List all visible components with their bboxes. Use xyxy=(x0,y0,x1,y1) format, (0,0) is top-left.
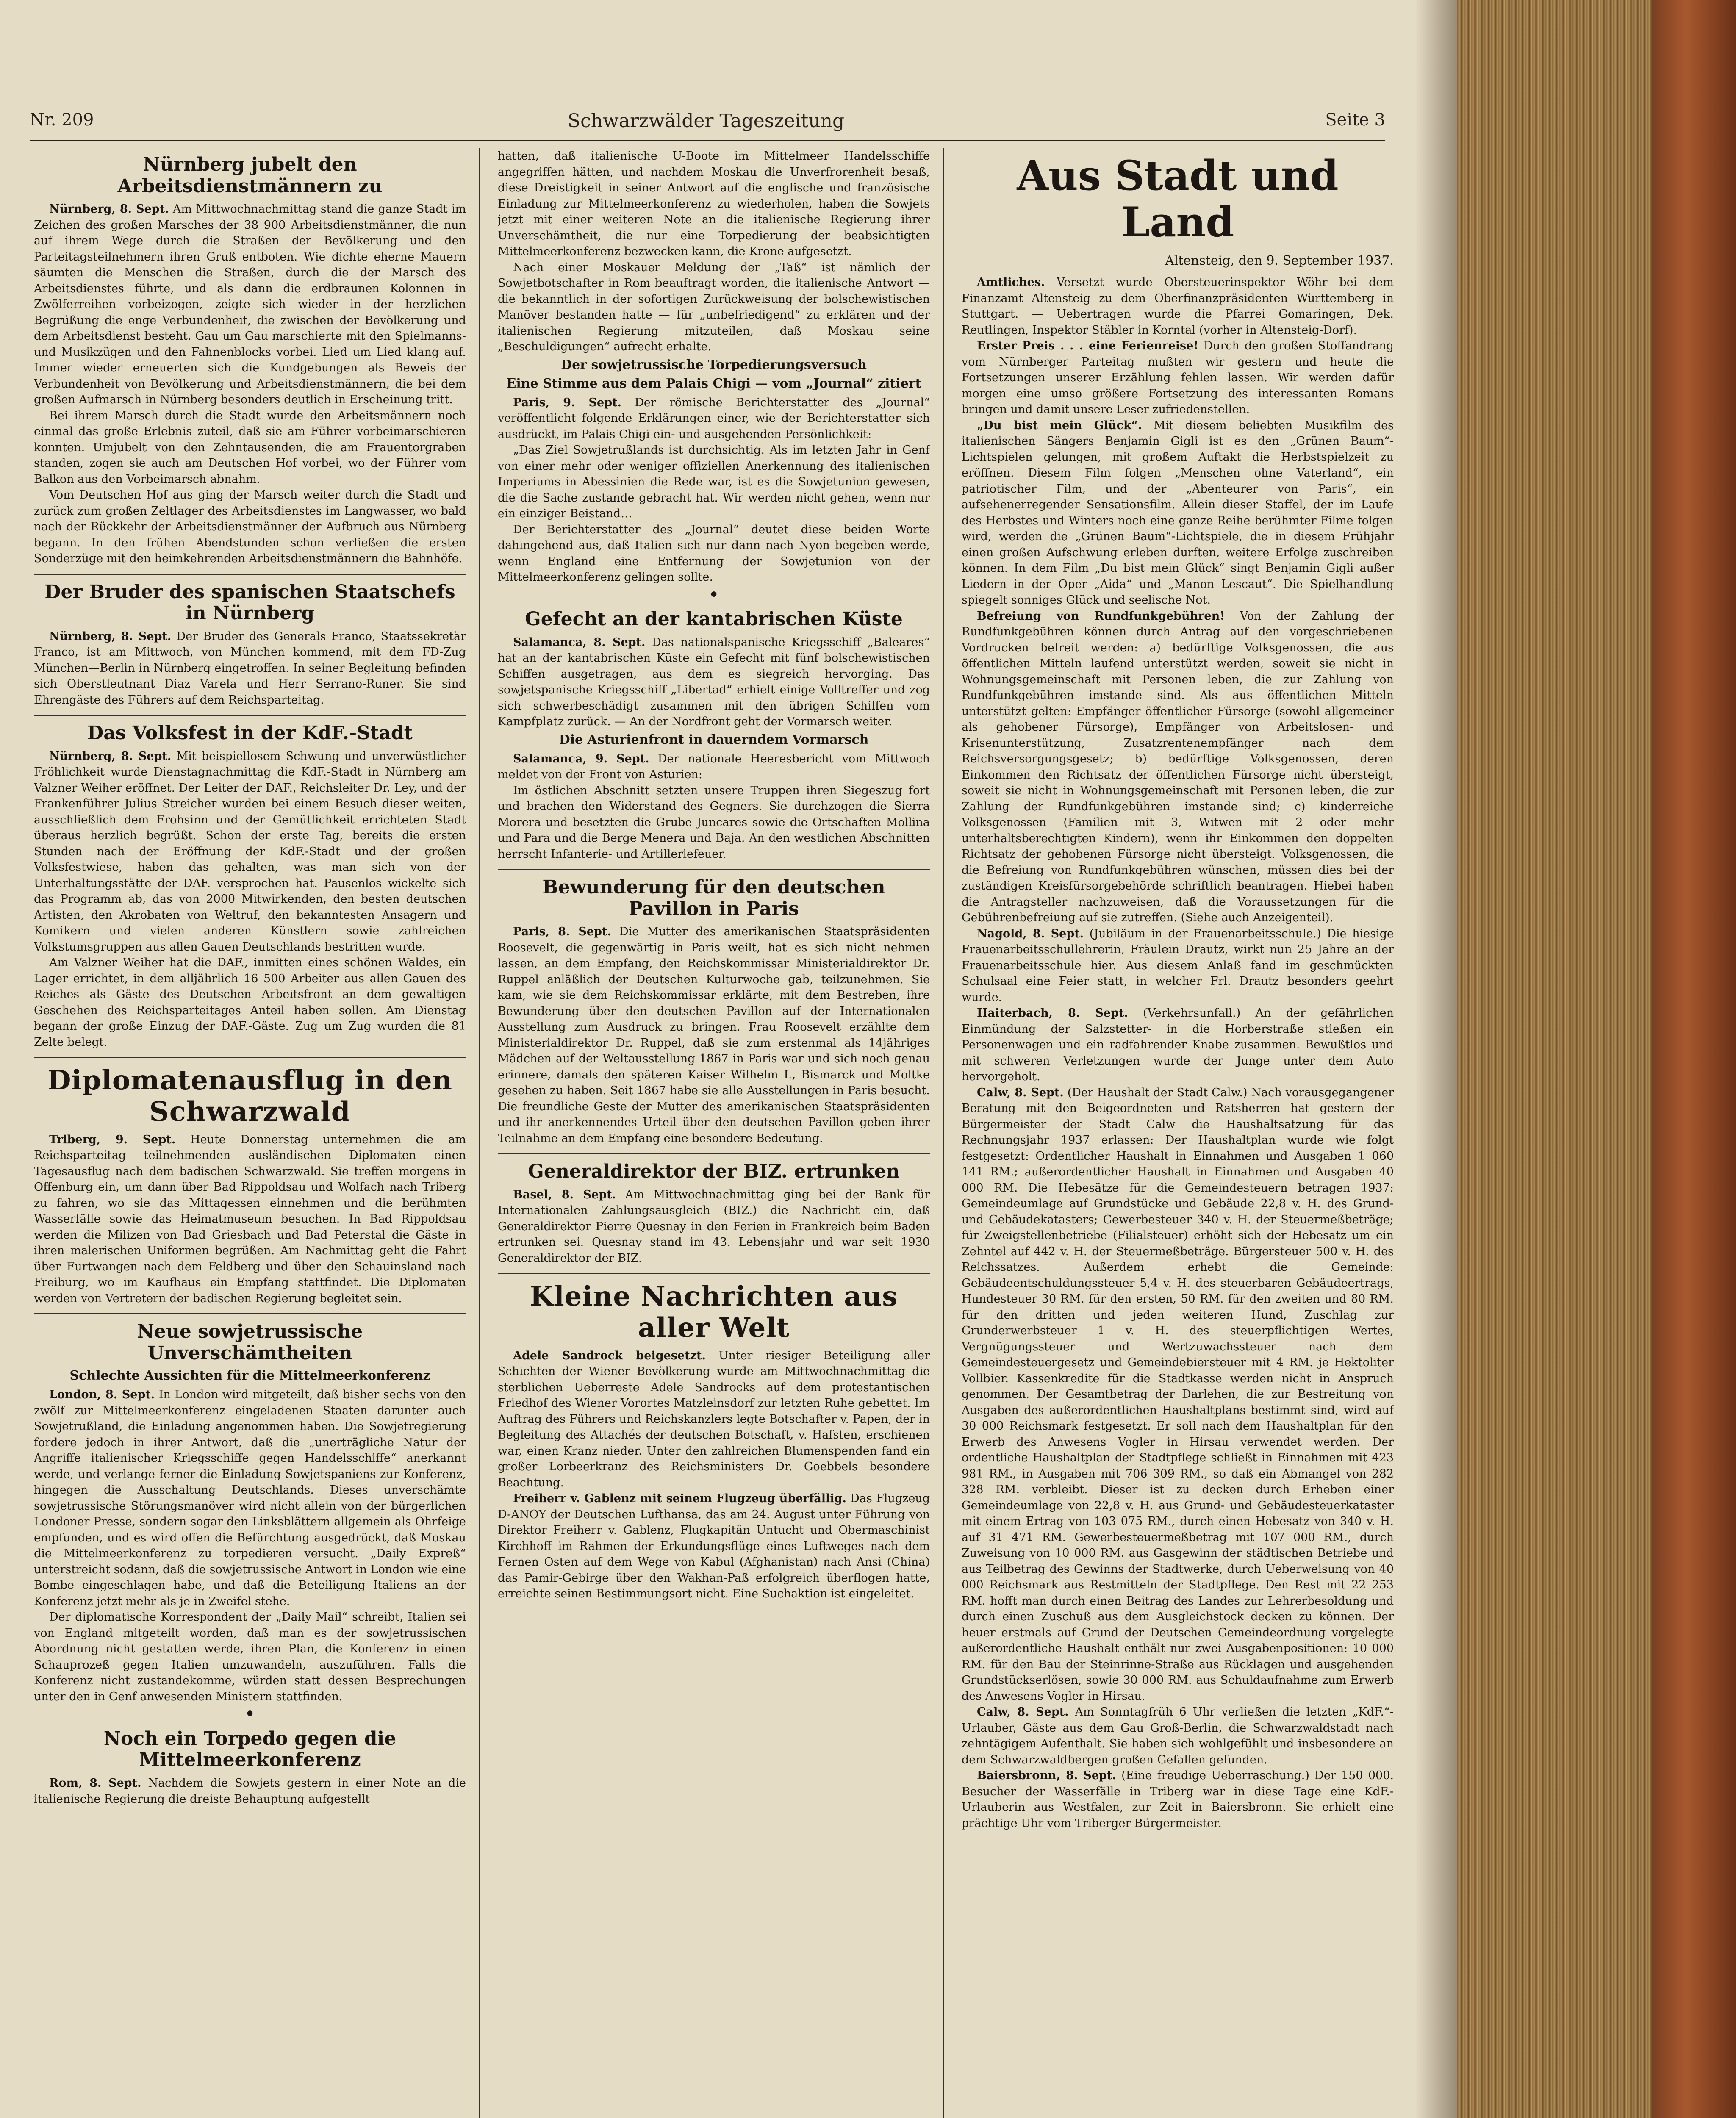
newspaper-title: Schwarzwälder Tageszeitung xyxy=(568,110,845,132)
article-headline: Noch ein Torpedo gegen die Mittelmeerkonferenz xyxy=(103,1727,397,1771)
dateline: Salamanca, 9. Sept. xyxy=(513,752,649,765)
item-lead: Calw, 8. Sept. xyxy=(977,1086,1064,1099)
article-headline: Neue sowjetrussische Unverschämtheiten xyxy=(137,1321,363,1364)
article-headline: Diplomatenausflug in den Schwarzwald xyxy=(47,1065,453,1128)
article-text: Nach einer Moskauer Meldung der „Taß“ ist nämlich der Sowjetbotschafter in Rom beauftragt worden, die italienische Antwort — die bekanntlich in der sofortigen Zurückweisung der bolschewistischen Manöver bestanden hatte — für „unbefriedigend“ zu erklären und der italienischen Regierung mitzuteilen, daß Moskau seine „Beschuldigungen“ aufrecht erhalte. xyxy=(498,261,930,353)
divider xyxy=(34,1313,466,1314)
article-headline: Generaldirektor der BIZ. ertrunken xyxy=(528,1161,900,1183)
article-text: Der nationale Heeresbericht vom Mittwoch meldet von der Front von Asturien: xyxy=(498,752,930,782)
dateline: Rom, 8. Sept. xyxy=(49,1777,141,1790)
separator-dot: • xyxy=(245,1705,255,1723)
page-header xyxy=(30,102,1385,140)
article-headline: Gefecht an der kantabrischen Küste xyxy=(525,608,903,630)
item-lead: Amtliches. xyxy=(977,276,1045,289)
article-headline: Das Volksfest in der KdF.-Stadt xyxy=(87,722,413,744)
dateline: Freiherr v. Gablenz mit seinem Flugzeug überfällig. xyxy=(513,1492,846,1505)
article-subheadline: Schlechte Aussichten für die Mittelmeerkonferenz xyxy=(69,1368,430,1383)
article-text: Das Flugzeug D-ANOY der Deutschen Lufthansa, das am 24. August unter Führung von Direktor Freiherr v. Gablenz, Flugkapitän Untucht und Obermaschinist Kirchhoff im Rahmen der Erkundungsflüge eines Luftweges nach dem Fernen Osten auf dem Wege von Kabul (Afghanistan) nach Ansi (China) das Pamir-Gebirge über den Wakhan-Paß erfolgreich überflogen hatte, erreichte seinen Bestimmungsort nicht. Eine Suchaktion ist eingeleitet. xyxy=(498,1492,930,1601)
section-dateline: Altensteig, den 9. September 1937. xyxy=(1165,253,1394,268)
dateline: Basel, 8. Sept. xyxy=(513,1188,616,1201)
dateline: Paris, 8. Sept. xyxy=(513,925,611,939)
item-lead: Erster Preis . . . eine Ferienreise! xyxy=(977,339,1199,353)
dateline: Nürnberg, 8. Sept. xyxy=(49,202,169,216)
article-text: Versetzt wurde Obersteuerinspektor Wöhr bei dem Finanzamt Altensteig zu dem Oberfinanzpräsidenten Württemberg in Stuttgart. — Uebertragen wurde die Pfarrei Gomaringen, Dek. Reutlingen, Inspektor Stäbler in Korntal (vorher in Altensteig-Dorf). xyxy=(962,276,1394,337)
article-headline: Der Bruder des spanischen Staatschefs in Nürnberg xyxy=(44,581,455,624)
article-text: Das nationalspanische Kriegsschiff „Baleares“ hat an der kantabrischen Küste ein Gefecht mit fünf bolschewistischen Schiffen ausgetragen, aus dem es siegreich hervorging. Das sowjetspanische Kriegsschiff „Libertad“ erhielt einige Volltreffer und zog sich schwerbeschädigt zusammen mit den übrigen Schiffen vom Kampfplatz zurück. — An der Nordfront geht der Vormarsch weiter. xyxy=(498,635,930,729)
article-text: Im östlichen Abschnitt setzten unsere Truppen ihren Siegeszug fort und brachen den Widerstand des Gegners. Sie durchzogen die Sierra Morera und besetzten die Grube Juncares sowie die Ortschaften Mollina und Para und die Berge Menera und Baja. An den westlichen Abschnitten herrscht Infanterie- und Artilleriefeuer. xyxy=(498,784,930,861)
dateline: Triberg, 9. Sept. xyxy=(49,1133,176,1146)
separator-dot: • xyxy=(709,585,719,604)
section-headline: Aus Stadt und Land xyxy=(1017,152,1339,247)
dateline: Paris, 9. Sept. xyxy=(513,396,621,409)
article-text: Von der Zahlung der Rundfunkgebühren können durch Antrag auf den vorgeschriebenen Vordrucken befreit werden: a) bedürftige Volksgenossen, die aus öffentlichen Mitteln laufend unterstützt werden, soweit sie nicht in Wohnungsgemeinschaft mit Personen leben, die zur Zahlung von Rundfunkgebühren imstande sind. Als aus öffentlichen Mitteln unterstützt gelten: Empfänger öffentlicher Fürsorge (sowohl allgemeiner als gehobener Fürsorge), Empfänger von Arbeitslosen- und Krisenunterstützung, Zusatzrentenempfänger nach dem Reichsversorgungsgesetz; b) bedürftige Volksgenossen, deren Einkommen den Richtsatz der öffentlichen Fürsorge nicht übersteigt, soweit sie nicht in Wohnungsgemeinschaft mit Personen leben, die zur Zahlung der Rundfunkgebühren imstande sind; c) kinderreiche Volksgenossen (Familien mit 3, Witwen mit 2 oder mehr unterhaltsberechtigten Kindern), wenn ihr Einkommen den doppelten Richtsatz der gehobenen Fürsorge nicht übersteigt. Volksgenossen, die die Befreiung von Rundfunkgebühren wünschen, müssen dies bei der zuständigen Kreisfürsorgebehörde schriftlich beantragen. Hiebei haben die Antragsteller nachzuweisen, daß die Voraussetzungen für die Gebührenbefreiung auf sie zutreffen. (Siehe auch Anzeigenteil). xyxy=(962,609,1394,925)
dateline: Salamanca, 8. Sept. xyxy=(513,635,646,649)
article-text: (Der Haushalt der Stadt Calw.) Nach vorausgegangener Beratung mit den Beigeordneten und Ratsherren hat gestern der Bürgermeister der Stadt Calw die Haushaltsatzung für das Rechnungsjahr 1937 erlassen: Der Haushaltplan wurde wie folgt festgesetzt: Ordentlicher Haushalt in Einnahmen und Ausgaben 1 060 141 RM.; außerordentlicher Haushalt in Einnahmen und Ausgaben 40 000 RM. Die Hebesätze für die Gemeindesteuern betragen 1937: Gemeindeumlage auf Grundstücke und Gebäude 22,8 v. H. des Grund- und Gebäudekatasters; Gewerbesteuer 340 v. H. der Steuermeßbeträge; für Zweigstellenbetriebe (Filialsteuer) erhöht sich der Hebesatz um ein Zehntel auf 442 v. H. der Steuermeßbeträge. Bürgersteuer 500 v. H. des Reichssatzes. Außerdem erhebt die Gemeinde: Gebäudeentschuldungssteuer 5,4 v. H. des steuerbaren Gebäudeertrags, Hundesteuer 30 RM. für den ersten, 50 RM. für den zweiten und 80 RM. für den dritten und jeden weiteren Hund, Zuschlag zur Grunderwerbsteuer 1 v. H. des steuerpflichtigen Wertes, Vergnügungssteuer und Wertzuwachssteuer nach dem Gemeindesteuergesetz und Gemeindebiersteuer mit 4 RM. je Hektoliter Vollbier. Kassenkredite für die Stadtkasse werden nicht in Anspruch genommen. Der Gesamtbetrag der Darlehen, die zur Bestreitung von Ausgaben des außerordentlichen Haushaltplans bestimmt sind, wird auf 30 000 Reichsmark festgesetzt. Er soll nach dem Haushaltplan für den Erwerb des Anwesens Vogler in Hirsau verwendet werden. Der ordentliche Haushaltplan der Stadtpflege schließt in Einnahmen mit 423 981 RM., in Ausgaben mit 706 309 RM., so daß ein Abmangel von 282 328 RM. verbleibt. Dieser ist zu decken durch Erheben einer Gemeindeumlage von 22,8 v. H. aus Grund- und Gebäudesteuerkataster mit einem Ertrag von 103 075 RM., durch einen Hebesatz von 340 v. H. auf 31 471 RM. Gewerbesteuermeßbetrag mit 107 000 RM., durch Zuweisung von 10 000 RM. aus Gasgewinn der städtischen Betriebe und aus Teilbetrag des Gewinns der Stadtwerke, durch Ueberweisung von 40 000 Reichsmark aus Restmitteln der Stadtpflege. Den Rest mit 22 253 RM. hofft man durch einen Beitrag des Landes zur Lehrerbesoldung und durch einen Zuschuß aus dem Ausgleichstock decken zu können. Der heuer erstmals auf Grund der Deutschen Gemeindeordnung vorgelegte außerordentliche Haushalt enthält nur zwei Ausgabenpositionen: 10 000 RM. für den Bau der Steinrinne-Straße aus Rücklagen und ausgehenden Grundstückserlösen, sowie 30 000 RM. aus Schuldaufnahme zum Erwerb des Anwesens Vogler in Hirsau. xyxy=(962,1086,1394,1703)
article-diplomatenausflug xyxy=(34,1065,466,1306)
article-text: Der Berichterstatter des „Journal“ deutet diese beiden Worte dahingehend aus, daß Italien sich nur dann nach Nyon begeben werde, wenn England eine Entfernung der Sowjetunion von der Mittelmeerkonferenz gelingen sollte. xyxy=(498,523,930,584)
article-torpedo xyxy=(34,1728,466,1807)
header-rule xyxy=(30,140,1385,141)
article-bruder-franco xyxy=(34,582,466,708)
dateline: Nürnberg, 8. Sept. xyxy=(49,749,172,763)
article-text: Die Mutter des amerikanischen Staatspräsidenten Roosevelt, die gegenwärtig in Paris weilt, hat es sich nicht nehmen lassen, an dem Empfang, den Reichskommissar Ministerialdirektor Dr. Ruppel anläßlich der Deutschen Kulturwoche gab, teilzunehmen. Sie kam, wie sie dem Reichskommissar erklärte, mit dem Bestreben, ihre Bewunderung über den deutschen Pavillon auf der Internationalen Ausstellung zum Ausdruck zu bringen. Frau Roosevelt erzählte dem Ministerialdirektor Dr. Ruppel, daß sie zum erstenmal als 14jähriges Mädchen auf der Weltausstellung 1867 in Paris war und sich noch genau erinnere, damals den späteren Kaiser Wilhelm I., Bismarck und Moltke gesehen zu haben. Seit 1867 habe sie alle Ausstellungen in Paris besucht. Die freundliche Geste der Mutter des amerikanischen Staatspräsidenten und ihr anerkennendes Urteil über den deutschen Pavillon geben ihrer Teilnahme an dem Empfang eine besondere Bedeutung. xyxy=(498,925,930,1145)
item-lead: Befreiung von Rundfunkgebühren! xyxy=(977,609,1225,623)
article-headline: Nürnberg jubelt den Arbeitsdienstmännern zu xyxy=(117,154,383,197)
article-text: Am Mittwochnachmittag ging bei der Bank für Internationalen Zahlungsausgleich (BIZ.) die Nachricht ein, daß Generaldirektor Pierre Quesnay in den Ferien in Frankreich beim Baden ertrunken sei. Quesnay stand im 43. Lebensjahr und war seit 1930 Generaldirektor der BIZ. xyxy=(498,1188,930,1265)
article-text: Am Mittwochnachmittag stand die ganze Stadt im Zeichen des großen Marsches der 38 900 Arbeitsdienstmänner, die nun auf ihrem Wege durch die Straßen der Bevölkerung und den Parteitagsteilnehmern ihren Gruß entboten. Wie dichte eherne Mauern säumten die Menschen die Straßen, durch die der Marsch des Arbeitsdienstes führte, und als dann die erdbraunen Kolonnen in Zwölferreihen vorbeizogen, zeigte sich wieder in der herzlichen Begrüßung die enge Verbundenheit, die zwischen der Bevölkerung und dem Arbeitsdienst besteht. Gau um Gau marschierte mit den Spielmanns- und Musikzügen und den Fahnenblocks vorbei. Lied um Lied klang auf. Immer wieder erneuerten sich die Kundgebungen als Beweis der Verbundenheit von Bevölkerung und Arbeitsdienstmännern, die bei dem großen Aufmarsch in Nürnberg besonders deutlich in Erscheinung tritt. xyxy=(34,202,466,407)
article-text: (Eine freudige Ueberraschung.) Der 150 000. Besucher der Wasserfälle in Triberg war in diese Tage eine KdF.-Urlauberin aus Westfalen, zur Zeit in Baiersbronn. Sie erhielt eine prächtige Uhr vom Triberger Bürgermeister. xyxy=(962,1769,1394,1830)
article-text: Nachdem die Sowjets gestern in einer Note an die italienische Regierung die dreiste Behauptung aufgestellt xyxy=(34,1777,466,1806)
divider xyxy=(498,1273,930,1274)
column-2 xyxy=(498,148,930,2118)
item-lead: Haiterbach, 8. Sept. xyxy=(977,1006,1128,1020)
divider xyxy=(498,1153,930,1154)
dateline: London, 8. Sept. xyxy=(49,1388,155,1402)
article-text: Am Sonntagfrüh 6 Uhr verließen die letzten „KdF.“-Urlauber, Gäste aus dem Gau Groß-Berlin, die Schwarzwaldstadt nach zehntägigem Aufenthalt. Sie haben sich wohlgefühlt und insbesondere an dem Schwarzwaldbergen großen Gefallen gefunden. xyxy=(962,1705,1394,1766)
column-divider xyxy=(479,148,480,2118)
column-1 xyxy=(34,148,466,2118)
divider xyxy=(34,715,466,716)
article-text: Mit diesem beliebten Musikfilm des italienischen Sängers Benjamin Gigli ist es den „Grünen Baum“-Lichtspielen gelungen, mit großem Auftakt die Herbstspielzeit zu eröffnen. Diesem Film folgen „Menschen ohne Vaterland“, ein patriotischer Film, und der „Abenteurer von Paris“, ein aufsehenerregender Sensationsfilm. Allein dieser Staffel, der im Laufe des Herbstes und Winters noch eine ganze Reihe berühmter Filme folgen wird, werden die „Grünen Baum“-Lichtspiele, die in diesem Frühjahr einen großen Aufschwung erleben durften, weitere Erfolge zuschreiben können. In dem Film „Du bist mein Glück“ singt Benjamin Gigli außer Liedern in der Oper „Aida“ und „Manon Lescaut“. Die Spielhandlung spiegelt sonniges Glück und seelische Not. xyxy=(962,419,1394,607)
item-lead: „Du bist mein Glück“. xyxy=(977,419,1142,432)
article-text: (Verkehrsunfall.) An der gefährlichen Einmündung der Salzstetter- in die Horberstraße stießen ein Personenwagen und ein radfahrender Knabe zusammen. Bewußtlos und mit schweren Verletzungen wurde der Junge unter dem Auto hervorgeholt. xyxy=(962,1006,1394,1084)
book-spine xyxy=(1652,0,1736,2118)
article-headline: Der sowjetrussische Torpedierungsversuch xyxy=(561,357,867,372)
article-text: Der römische Berichterstatter des „Journal“ veröffentlicht folgende Erklärungen einer, wie der Berichterstatter sich ausdrückt, im Palais Chigi ein- und ausgehenden Persönlichkeit: xyxy=(498,396,930,441)
article-text: Heute Donnerstag unternehmen die am Reichsparteitag teilnehmenden ausländischen Diplomaten einen Tagesausflug nach dem badischen Schwarzwald. Sie treffen morgens in Offenburg ein, um dann über Bad Rippoldsau und Wolfach nach Triberg zu fahren, wo sie das Mittagessen einnehmen und die berühmten Wasserfälle sowie das Heimatmuseum besuchen. In Bad Rippoldsau werden die Milizen von Bad Griesbach und Bad Peterstal die Gäste in ihren malerischen Uniformen begrüßen. Am Nachmittag geht die Fahrt über Furtwangen nach dem Feldberg und über den Schauinsland nach Freiburg, wo im Kaufhaus ein Empfang stattfindet. Die Diplomaten werden von Vertretern der badischen Regierung begleitet sein. xyxy=(34,1133,466,1305)
article-subheadline: Die Asturienfront in dauerndem Vormarsch xyxy=(559,732,869,747)
item-lead: Baiersbronn, 8. Sept. xyxy=(977,1769,1116,1783)
article-text: Der Bruder des Generals Franco, Staatssekretär Franco, ist am Mittwoch, von München kommend, mit dem FD-Zug München—Berlin in Nürnberg eingetroffen. In seiner Begleitung befinden sich Oberstleutnant Diaz Varela und Herr Serrano-Runer. Sie sind Ehrengäste des Führers auf dem Reichsparteitag. xyxy=(34,629,466,707)
issue-number: Nr. 209 xyxy=(30,110,94,130)
article-text: In London wird mitgeteilt, daß bisher sechs von den zwölf zur Mittelmeerkonferenz eingeladenen Staaten darunter auch Sowjetrußland, die Einladung angenommen haben. Die Sowjetregierung fordere jedoch in ihrer Antwort, daß die „unerträgliche Natur der Angriffe italienischer Kriegsschiffe gegen Handelsschiffe“ anerkannt werde, und verlange ferner die Einladung Sowjetspaniens zur Konferenz, hingegen die Ausschaltung Deutschlands. Dieses unverschämte sowjetrussische Störungsmanöver wird nicht allein von der bürgerlichen Londoner Presse, sondern sogar den Linksblättern allgemein als Ohrfeige empfunden, und es wird offen die Befürchtung ausgedrückt, daß Moskau die Mittelmeerkonferenz zu torpedieren versucht. „Daily Expreß“ unterstreicht sodann, daß die sowjetrussische Antwort in London wie eine Bombe eingeschlagen habe, und daß die Beteiligung Italiens an der Konferenz jetzt mehr als je in Zweifel stehe. xyxy=(34,1388,466,1608)
article-sowjet-unverschaemtheiten xyxy=(34,1321,466,1705)
divider xyxy=(34,1057,466,1058)
article-volksfest xyxy=(34,723,466,1050)
article-subheadline: Eine Stimme aus dem Palais Chigi — vom „Journal“ zitiert xyxy=(506,376,921,391)
article-nuernberg-jubelt xyxy=(34,154,466,567)
article-text: Unter riesiger Beteiligung aller Schichten der Wiener Bevölkerung wurde am Mittwochnachmittag die sterblichen Ueberreste Adele Sandrocks auf dem protestantischen Friedhof des Wiener Vorortes Matzleinsdorf zur letzten Ruhe gebettet. Im Auftrag des Führers und Reichskanzlers legte Botschafter v. Papen, der in Begleitung des Attachés der deutschen Botschaft, v. Hafsten, erschienen war, einen Kranz nieder. Unter den zahlreichen Blumenspenden fand ein großer Lorbeerkranz des Reichsministers Dr. Goebbels besondere Beachtung. xyxy=(498,1349,930,1489)
page-number: Seite 3 xyxy=(1325,110,1385,130)
item-lead: Calw, 8. Sept. xyxy=(977,1705,1069,1719)
article-pavillon-paris xyxy=(498,877,930,1146)
article-text: Mit beispiellosem Schwung und unverwüstlicher Fröhlichkeit wurde Dienstagnachmittag die KdF.-Stadt in Nürnberg am Valzner Weiher eröffnet. Der Leiter der DAF., Reichsleiter Dr. Ley, und der Frankenführer Julius Streicher wurden bei einem Besuch dieser weiten, ausschließlich dem Frohsinn und der Gemütlichkeit errichteten Stadt überaus herzlich begrüßt. Schon der erste Tag, bereits die ersten Stunden nach der Eröffnung der KdF.-Stadt und der großen Volksfestwiese, haben das gehalten, was man sich von der Unterhaltungsstätte der DAF. versprochen hat. Pausenlos wickelte sich das Programm ab, das von 2000 Mitwirkenden, den besten deutschen Artisten, den Akrobaten von Weltruf, den bekanntesten Ansagern und Komikern und vielen anderen Künstlern sowie zahlreichen Volkstumsgruppen aus allen Gauen Deutschlands bestritten wurde. xyxy=(34,749,466,954)
dateline: Adele Sandrock beigesetzt. xyxy=(513,1349,706,1362)
article-headline: Bewunderung für den deutschen Pavillon in Paris xyxy=(542,876,885,920)
dateline: Nürnberg, 8. Sept. xyxy=(49,629,172,643)
article-kleine-nachrichten xyxy=(498,1281,930,1602)
article-text: Am Valzner Weiher hat die DAF., inmitten eines schönen Waldes, ein Lager errichtet, in dem alljährlich 16 500 Arbeiter aus allen Gauen des Reiches als Gäste des Deutschen Arbeitsfront an dem gewaltigen Geschehen des Reichsparteitages Anteil haben sollen. Am Dienstag begann der große Einzug der DAF.-Gäste. Zug um Zug wurden die 81 Zelte belegt. xyxy=(34,956,466,1049)
column-divider xyxy=(943,148,944,2118)
article-torpedierungsversuch xyxy=(498,358,930,585)
article-text: hatten, daß italienische U-Boote im Mittelmeer Handelsschiffe angegriffen hätten, und nachdem Moskau die Unverfrorenheit besaß, diese Dreistigkeit in seiner Antwort auf die englische und französische Einladung zur Mittelmeerkonferenz zu wiederholen, haben die Sowjets jetzt mit einer weiteren Note an die italienische Regierung ihrer Unverschämtheit, die nur eine Torpedierung der beabsichtigten Mittelmeerkonferenz bezwecken kann, die Krone aufgesetzt. xyxy=(498,150,930,258)
article-text: Der diplomatische Korrespondent der „Daily Mail“ schreibt, Italien sei von England mitgeteilt worden, daß man es der sowjetrussischen Abordnung nicht gestatten werde, ihren Plan, die Konferenz in einen Schauprozeß gegen Italien umzuwandeln, auszuführen. Falls die Konferenz nicht zustandekomme, würden statt dessen Besprechungen unter den in Genf anwesenden Ministern stattfinden. xyxy=(34,1611,466,1703)
article-biz-generaldirektor xyxy=(498,1161,930,1266)
item-lead: Nagold, 8. Sept. xyxy=(977,927,1084,940)
article-text: Bei ihrem Marsch durch die Stadt wurde den Arbeitsmännern noch einmal das große Erlebnis zuteil, daß sie am Führer vorbeimarschieren konnten. Umjubelt von den Zehntausenden, die am Frauentorgraben standen, zogen sie auch am Deutschen Hof vorbei, wo der Führer vom Balkon aus den Vorbeimarsch abnahm. xyxy=(34,409,466,486)
article-text: (Jubiläum in der Frauenarbeitsschule.) Die hiesige Frauenarbeitsschullehrerin, Fräulein Drautz, wirkt nun 25 Jahre an der Frauenarbeitsschule hier. Aus diesem Anlaß fand im geschmückten Schulsaal eine Feier statt, in welcher Frl. Drautz besonders geehrt wurde. xyxy=(962,927,1394,1004)
section-headline: Kleine Nachrichten aus aller Welt xyxy=(530,1281,898,1344)
divider xyxy=(498,869,930,870)
column-3 xyxy=(962,148,1394,2118)
divider xyxy=(34,574,466,575)
article-text: „Das Ziel Sowjetrußlands ist durchsichtig. Als im letzten Jahr in Genf von einer mehr oder weniger offiziellen Anerkennung des italienischen Imperiums in Abessinien die Rede war, ist es die Sowjetunion gewesen, die die Sache zustande gebracht hat. Wir werden nicht gehen, wenn nur ein einziger Beistand… xyxy=(498,444,930,520)
article-text: Durch den großen Stoffandrang vom Nürnberger Parteitag mußten wir gestern und heute die Fortsetzungen unserer Erzählung fehlen lassen. Wir werden dafür morgen eine umso größere Fortsetzung des interessanten Romans bringen und damit unsere Leser zufriedenstellen. xyxy=(962,339,1394,416)
article-kantabrische-kueste xyxy=(498,609,930,862)
article-text: Vom Deutschen Hof aus ging der Marsch weiter durch die Stadt und zurück zum großen Zeltlager des Arbeitsdienstes im Langwasser, wo bald nach der Rückkehr der Arbeitsdienstmänner der Aufbruch aus Nürnberg begann. In den frühen Abendstunden schon verließen die ersten Sonderzüge mit den heimkehrenden Arbeitsdienstmännern die Bahnhöfe. xyxy=(34,488,466,566)
